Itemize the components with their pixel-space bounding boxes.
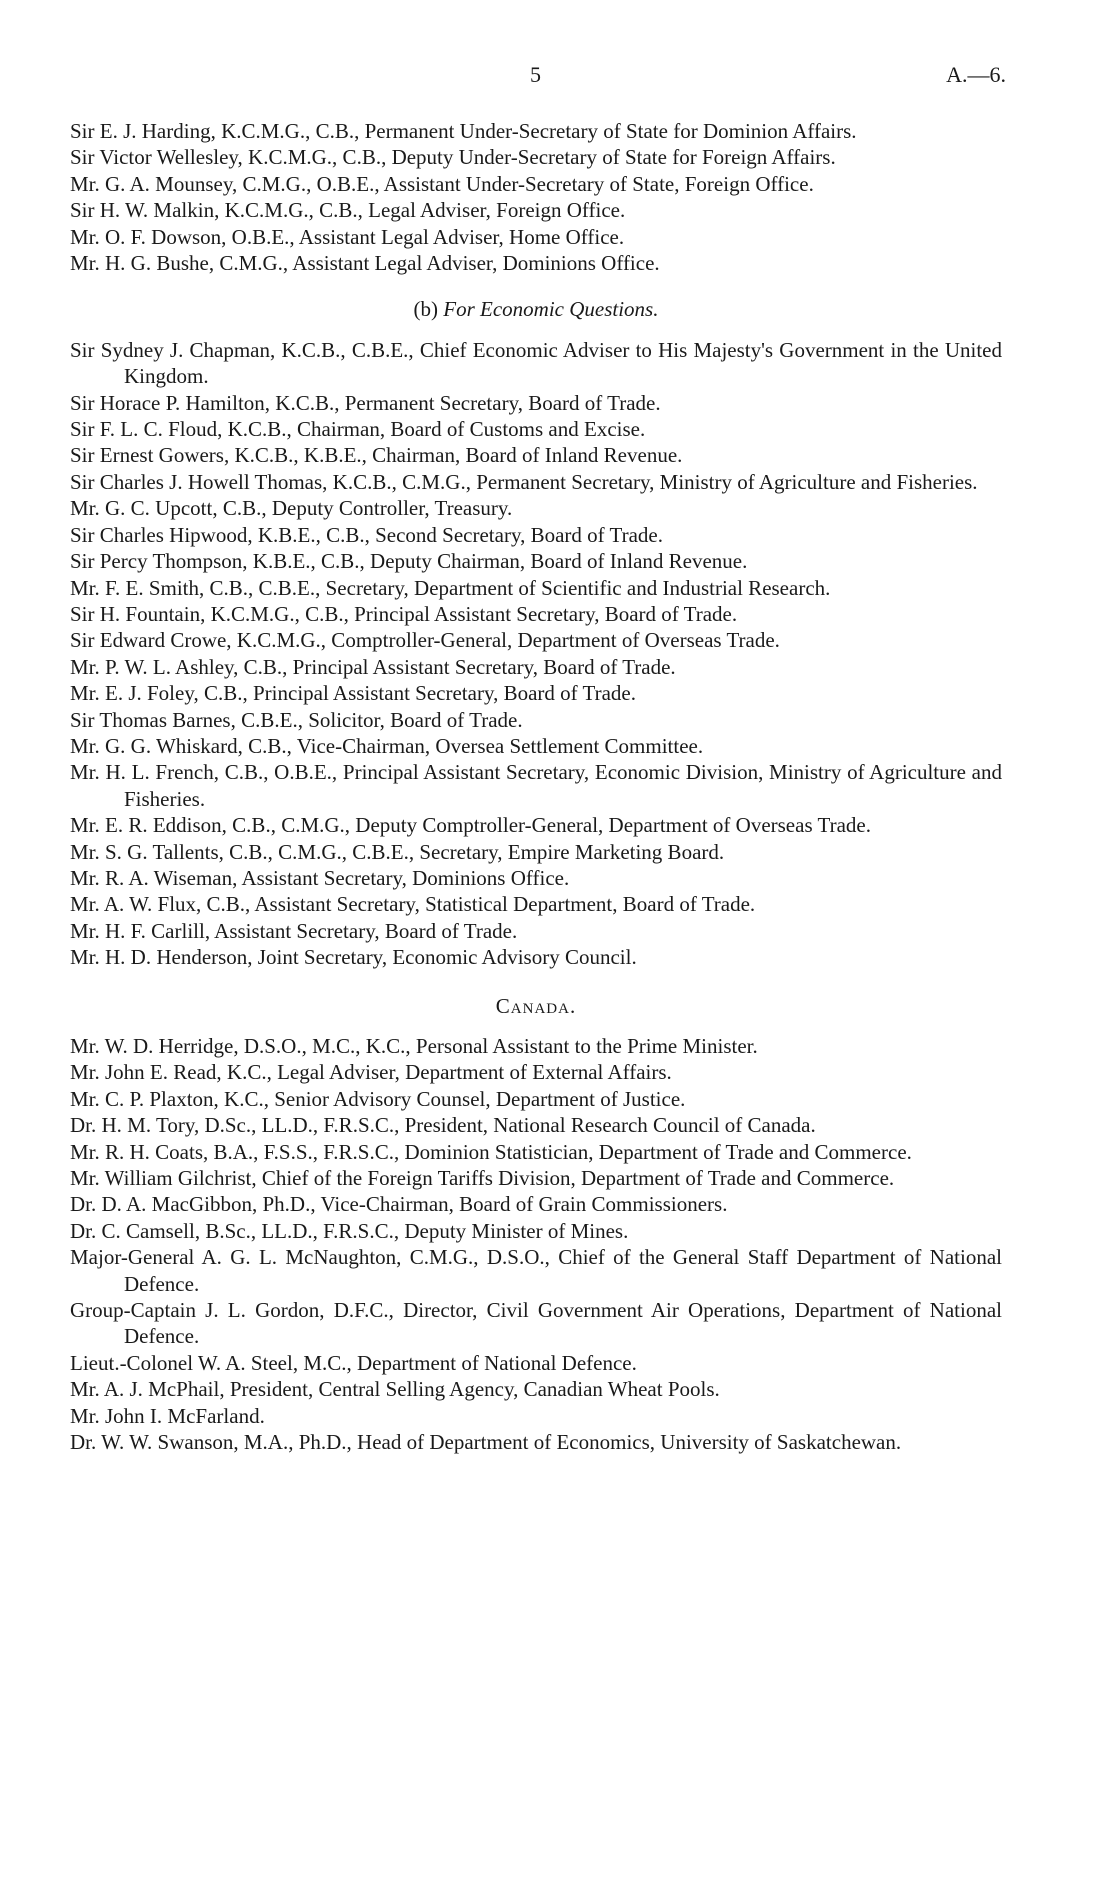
list-item: Sir Horace P. Hamilton, K.C.B., Permanent Secretary, Board of Trade. [70, 390, 661, 415]
list-item: Sir Charles Hipwood, K.B.E., C.B., Second Secretary, Board of Trade. [70, 522, 663, 547]
list-item: Mr. H. F. Carlill, Assistant Secretary, Board of Trade. [70, 918, 518, 943]
list-item: Mr. A. J. McPhail, President, Central Selling Agency, Canadian Wheat Pools. [70, 1377, 720, 1402]
list-item: Sir Percy Thompson, K.B.E., C.B., Deputy Chairman, Board of Inland Revenue. [70, 549, 748, 574]
list-item: Mr. R. A. Wiseman, Assistant Secretary, Dominions Office. [70, 865, 570, 890]
list-item: Mr. O. F. Dowson, O.B.E., Assistant Legal Adviser, Home Office. [70, 224, 625, 249]
list-item: Dr. C. Camsell, B.Sc., LL.D., F.R.S.C., Deputy Minister of Mines. [70, 1218, 629, 1243]
section-letter: (b) [413, 297, 438, 322]
economic-questions-list [70, 337, 1002, 971]
list-item: Dr. W. W. Swanson, M.A., Ph.D., Head of Department of Economics, University of Saskatchewan. [70, 1430, 902, 1455]
list-item: Dr. H. M. Tory, D.Sc., LL.D., F.R.S.C., President, National Research Council of Canada. [70, 1113, 816, 1138]
list-item: Mr. H. G. Bushe, C.M.G., Assistant Legal Adviser, Dominions Office. [70, 251, 660, 276]
list-item: Sir Edward Crowe, K.C.M.G., Comptroller-General, Department of Overseas Trade. [70, 628, 780, 653]
list-item: Mr. F. E. Smith, C.B., C.B.E., Secretary, Department of Scientific and Industrial Research. [70, 575, 831, 600]
section-title: For Economic Questions. [443, 297, 659, 322]
list-item: Mr. C. P. Plaxton, K.C., Senior Advisory Counsel, Department of Justice. [70, 1086, 686, 1111]
legal-advisers-list [70, 118, 1002, 276]
canada-list [70, 1033, 1002, 1456]
list-item: Mr. S. G. Tallents, C.B., C.M.G., C.B.E., Secretary, Empire Marketing Board. [70, 839, 725, 864]
page-reference: A.—6. [946, 62, 1006, 87]
economic-questions-heading [70, 296, 1002, 322]
list-item: Mr. H. L. French, C.B., O.B.E., Principal Assistant Secretary, Economic Division, Ministry of Agriculture and Fisheries. [70, 760, 1002, 811]
list-item: Mr. W. D. Herridge, D.S.O., M.C., K.C., Personal Assistant to the Prime Minister. [70, 1034, 758, 1058]
list-item: Sir Thomas Barnes, C.B.E., Solicitor, Board of Trade. [70, 707, 523, 732]
list-item: Sir H. W. Malkin, K.C.M.G., C.B., Legal Adviser, Foreign Office. [70, 198, 626, 223]
list-item: Sir Charles J. Howell Thomas, K.C.B., C.M.G., Permanent Secretary, Ministry of Agriculture and Fisheries. [70, 469, 978, 494]
list-item: Mr. William Gilchrist, Chief of the Foreign Tariffs Division, Department of Trade and Commerce. [70, 1166, 895, 1191]
list-item: Sir Ernest Gowers, K.C.B., K.B.E., Chairman, Board of Inland Revenue. [70, 443, 683, 468]
canada-heading: Canada. [495, 993, 577, 1018]
list-item: Sir E. J. Harding, K.C.M.G., C.B., Permanent Under-Secretary of State for Dominion Affairs. [70, 119, 857, 143]
list-item: Mr. A. W. Flux, C.B., Assistant Secretary, Statistical Department, Board of Trade. [70, 892, 756, 917]
list-item: Mr. John I. McFarland. [70, 1403, 265, 1428]
list-item: Mr. P. W. L. Ashley, C.B., Principal Assistant Secretary, Board of Trade. [70, 654, 676, 679]
list-item: Mr. E. R. Eddison, C.B., C.M.G., Deputy Comptroller-General, Department of Overseas Trade. [70, 813, 871, 838]
page-content [70, 118, 1002, 1456]
list-item: Major-General A. G. L. McNaughton, C.M.G., D.S.O., Chief of the General Staff Department of National Defence. [70, 1245, 1002, 1296]
page-number: 5 [530, 62, 541, 87]
list-item: Dr. D. A. MacGibbon, Ph.D., Vice-Chairman, Board of Grain Commissioners. [70, 1192, 728, 1217]
list-item: Sir Sydney J. Chapman, K.C.B., C.B.E., Chief Economic Adviser to His Majesty's Government in the United Kingdom. [70, 337, 1002, 389]
list-item: Sir H. Fountain, K.C.M.G., C.B., Principal Assistant Secretary, Board of Trade. [70, 601, 738, 626]
list-item: Mr. G. C. Upcott, C.B., Deputy Controller, Treasury. [70, 496, 513, 521]
list-item: Sir Victor Wellesley, K.C.M.G., C.B., Deputy Under-Secretary of State for Foreign Affairs. [70, 145, 836, 170]
list-item: Sir F. L. C. Floud, K.C.B., Chairman, Board of Customs and Excise. [70, 417, 646, 442]
list-item: Mr. John E. Read, K.C., Legal Adviser, Department of External Affairs. [70, 1060, 672, 1085]
list-item: Mr. G. G. Whiskard, C.B., Vice-Chairman, Oversea Settlement Committee. [70, 733, 704, 758]
list-item: Group-Captain J. L. Gordon, D.F.C., Director, Civil Government Air Operations, Department of National Defence. [70, 1298, 1002, 1349]
list-item: Mr. G. A. Mounsey, C.M.G., O.B.E., Assistant Under-Secretary of State, Foreign Office. [70, 171, 814, 196]
list-item: Mr. E. J. Foley, C.B., Principal Assistant Secretary, Board of Trade. [70, 681, 636, 706]
list-item: Mr. R. H. Coats, B.A., F.S.S., F.R.S.C., Dominion Statistician, Department of Trade and Commerce. [70, 1139, 912, 1164]
list-item: Mr. H. D. Henderson, Joint Secretary, Economic Advisory Council. [70, 945, 637, 970]
list-item: Lieut.-Colonel W. A. Steel, M.C., Department of National Defence. [70, 1350, 637, 1375]
page-header [0, 62, 1114, 92]
